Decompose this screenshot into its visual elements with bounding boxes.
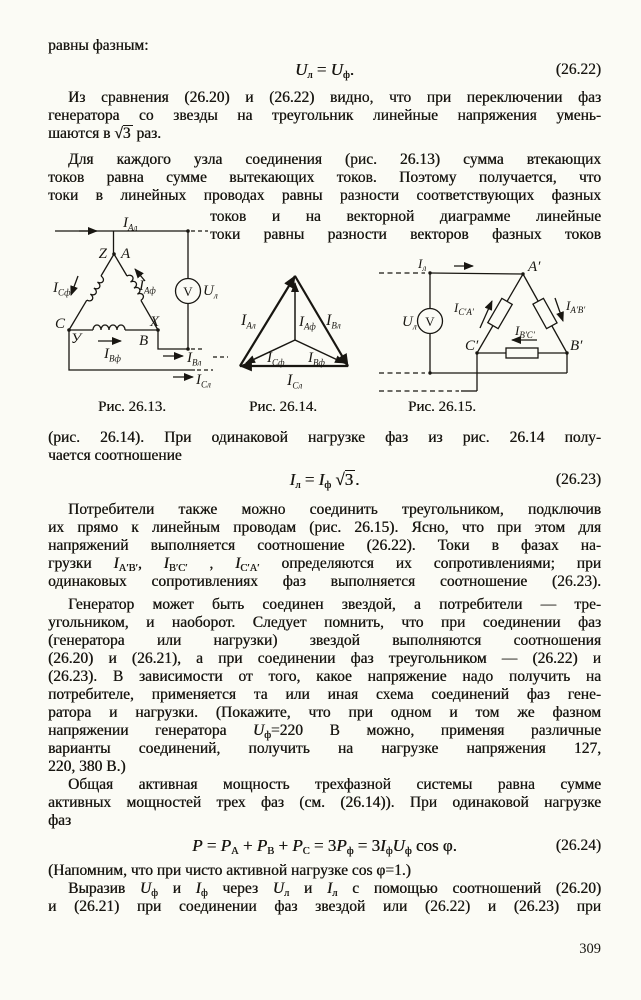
current-label-icf: $I_{Сф}$	[53, 280, 71, 298]
vector-label-ibf: $I_{Вф}$	[308, 350, 325, 368]
figure-caption: Рис. 26.14.	[248, 399, 318, 415]
terminal-label-x: X	[150, 314, 160, 330]
text-line: потребителе, применяется та или иная схема соединений фаз гене-	[48, 686, 601, 703]
resistor-icon	[506, 348, 538, 358]
text-line: токов и на векторной диаграмме линейные	[210, 208, 601, 225]
junction-dot	[565, 351, 568, 354]
formula: $U_л = U_ф$.	[295, 60, 354, 81]
paragraph-4	[48, 501, 601, 591]
text-line: напряжении генератора $U_ф=220$ В можно, применяя различные	[48, 722, 601, 741]
terminal-label-b: B	[139, 333, 149, 349]
text-line: и (26.21) при соединении фаз звездой или (26.22) и (26.23) при	[48, 898, 601, 915]
equation-number: (26.22)	[555, 61, 601, 78]
text-line: шаются в √3 раз.	[48, 125, 162, 142]
text-line: генератора со звезды на треугольник линейные напряжения умень-	[48, 107, 601, 124]
figure-26-14-current-vector-diagram	[228, 250, 383, 400]
page-number: 309	[579, 941, 601, 957]
junction-dot	[186, 229, 190, 233]
current-label-ibc: $I_{B'C'}$	[515, 323, 535, 340]
junction-dot	[428, 271, 431, 274]
paragraph-2-wrapped-lines	[210, 208, 601, 244]
paragraph-8	[48, 880, 601, 916]
voltage-label-ul: $U_л$	[402, 314, 417, 332]
text-line: фаз	[48, 812, 72, 829]
voltage-label-ul: $U_л$	[203, 283, 218, 301]
current-label-icl: $I_{Сл}$	[196, 372, 211, 388]
vector-label-ibl: $I_{Вл}$	[326, 312, 341, 331]
figures-band	[48, 205, 601, 423]
current-label-iaf: $I_{Аф}$	[139, 278, 156, 296]
text-line: токов равна сумме вытекающих токов. Поэтому получается, что	[48, 169, 601, 186]
text-line: (рис. 26.14). При одинаковой нагрузке фаз из рис. 26.14 полу-	[48, 429, 601, 446]
current-label-ica: $I_{C'A'}$	[454, 300, 474, 317]
figure-caption: Рис. 26.13.	[97, 399, 167, 415]
paragraph-6	[48, 776, 601, 830]
equation-26-24	[48, 833, 601, 859]
text-line: Выразив $U_ф$ и $I_ф$ через $U_л$ и $I_л$ с помощью соотношений (26.20)	[68, 880, 602, 899]
node-label-a1: A′	[528, 259, 541, 275]
text-line: напряжений выполняется соотношение (26.22). Токи в фазах на-	[48, 537, 601, 554]
text-line: одинаковых сопротивлениях фаз выполняется соотношение (26.23).	[48, 573, 601, 590]
vector-label-icl: $I_{Сл}$	[287, 372, 303, 391]
vector-label-icf: $I_{Сф}$	[267, 350, 285, 368]
junction-dot	[521, 272, 524, 275]
figure-26-15-load-delta-circuit	[378, 240, 612, 398]
resistor-icon	[533, 298, 557, 328]
text-line: чается соотношение	[48, 447, 182, 464]
node-label-c1: C′	[465, 338, 479, 354]
equation-26-23	[48, 467, 601, 493]
text-line: ратора и нагрузки. (Покажите, что при одном и том же фазном	[48, 704, 601, 721]
text-line: равны фазным:	[48, 37, 149, 54]
text-line: угольником, и наоборот. Следует помнить, что при соединении фаз	[48, 614, 601, 631]
text-line: Генератор может быть соединен звездой, а потребители — тре-	[68, 596, 601, 613]
current-label-iab: $I_{A'B'}$	[566, 298, 586, 315]
formula: $I_л = I_ф$ √3 .	[289, 470, 360, 491]
paragraph-2	[48, 151, 601, 205]
terminal-label-a: A	[121, 246, 131, 262]
text-line: грузки $I_{A'B'}$, $I_{B'C'}$ , $I_{C'A'}$ определяются их сопротивлениями; при	[48, 555, 602, 574]
paragraph-1	[48, 89, 601, 143]
current-label-ial: $I_{Ал}$	[123, 216, 138, 233]
text-line: токи в линейных проводах равны разности соответствующих фазных	[48, 187, 601, 204]
text-line: Из сравнения (26.20) и (26.22) видно, что при переключении фаз	[68, 89, 601, 106]
paragraph-5	[48, 596, 601, 776]
junction-dot	[112, 252, 116, 256]
paragraph-3	[48, 429, 601, 465]
text-line: варианты соединений, получить на нагрузке напряжения 127,	[48, 740, 601, 757]
text-line: их прямо к линейным проводам (рис. 26.15). Ясно, что при этом для	[48, 519, 601, 536]
voltmeter-letter: V	[183, 284, 193, 299]
text-line: 220, 380 В.)	[48, 758, 126, 775]
equation-26-22	[48, 57, 601, 83]
node-label-b1: B′	[570, 338, 583, 354]
voltmeter-letter: V	[425, 314, 435, 329]
text-line: (генератора или нагрузки) звездой выполняются соотношения	[48, 632, 601, 649]
figure-26-13-generator-delta-circuit	[27, 216, 232, 388]
junction-dot	[428, 371, 431, 374]
terminal-label-y: У	[71, 331, 82, 347]
text-line: Общая активная мощность трехфазной системы равна сумме	[68, 776, 601, 793]
current-label-ibl: $I_{Вл}$	[187, 350, 202, 368]
formula: $P = P_A + P_B + P_C = 3P_ф = 3I_фU_ф$ cos φ.	[192, 836, 457, 857]
vector-label-ial: $I_{Ал}$	[241, 312, 256, 331]
text-line: (Напомним, что при чисто активной нагрузке cos φ=1.)	[48, 862, 411, 879]
equation-number: (26.24)	[555, 837, 601, 854]
terminal-label-z: Z	[98, 246, 107, 262]
text-line: (26.23). В зависимости от того, какое напряжение надо получить на	[48, 668, 601, 685]
equation-number: (26.23)	[555, 471, 601, 488]
text-line: Для каждого узла соединения (рис. 26.13) сумма втекающих	[68, 151, 601, 168]
vector-label-iaf: $I_{Аф}$	[299, 314, 316, 332]
figure-caption: Рис. 26.15.	[407, 399, 477, 415]
terminal-label-c: C	[54, 316, 65, 332]
text-line: активных мощностей трех фаз (см. (26.14)). При одинаковой нагрузке	[48, 794, 601, 811]
coil-icon	[93, 325, 125, 330]
current-label-ibf: $I_{Вф}$	[104, 346, 121, 364]
current-label-il: $I_л$	[418, 256, 427, 273]
paragraph-7	[48, 862, 601, 880]
text-line: (26.20) и (26.21), а при соединении фаз треугольником — (26.22) и	[48, 650, 601, 667]
text-line: токи равны разности векторов фазных токов	[210, 226, 601, 243]
text-line: Потребители также можно соединить треугольником, подключив	[68, 501, 601, 518]
coil-icon	[87, 276, 105, 302]
